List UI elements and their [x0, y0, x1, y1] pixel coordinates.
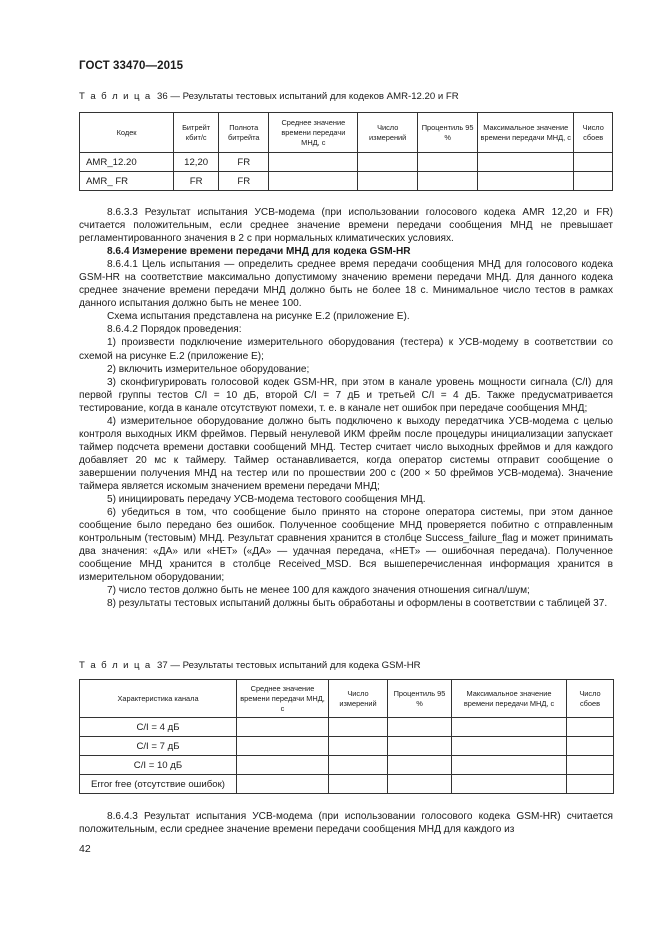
table37-caption-label: Т а б л и ц а — [79, 660, 152, 671]
table-cell: FR — [174, 172, 219, 191]
table-cell: FR — [219, 153, 269, 172]
table-cell: С/I = 4 дБ — [80, 718, 237, 737]
table-cell — [452, 737, 567, 756]
table-cell: С/I = 7 дБ — [80, 737, 237, 756]
table-row — [80, 737, 614, 756]
paragraph: Схема испытания представлена на рисунке Е.2 (приложение Е). — [107, 311, 410, 323]
table36-header-cell: Среднее значение времени передачи МНД, с — [269, 113, 358, 153]
table-cell — [388, 737, 452, 756]
table-row — [80, 775, 614, 794]
table-cell: FR — [219, 172, 269, 191]
table-cell — [237, 775, 329, 794]
list-item: 6) убедиться в том, что сообщение было принято на стороне оператора системы, при этом данное сообщение было передано без ошибок. Полученное сообщение МНД проверяется побитно с отправленным контрольным (тестовым) МНД. Результат сравнения хранится в столбце Success_failure_flag и может принимать два значения: «ДА» или «НЕТ» («ДА» — удачная передача, «НЕТ» — ошибочная передача). Полученное сообщение МНД хранится в столбце Received_MSD. Вся вышеперечисленная информация хранится в измерительном оборудовании; — [79, 507, 613, 584]
table37-caption — [79, 660, 421, 671]
table36-header-cell: Кодек — [80, 113, 174, 153]
table37-header-cell: Число измерений — [329, 680, 388, 718]
table-cell — [567, 718, 614, 737]
list-item: 3) сконфигурировать голосовой кодек GSM-HR, при этом в канале уровень мощности сигнала (С/I) для первой группы тестов С/I = 10 дБ, второй С/I = 7 дБ и третьей С/I = 4 дБ. Также предусматривается тестирование, когда в канале отсутствуют помехи, т. е. в канале нет ошибок при передаче сообщения МНД; — [79, 376, 613, 414]
section-heading: 8.6.4 Измерение времени передачи МНД для кодека GSM-HR — [107, 246, 411, 258]
list-item: 5) инициировать передачу УСВ-модема тестового сообщения МНД. — [107, 494, 426, 506]
table36-header-cell: Процентиль 95 % — [418, 113, 478, 153]
table-cell — [418, 172, 478, 191]
table-cell: AMR_ FR — [80, 172, 174, 191]
table36-caption-text: — Результаты тестовых испытаний для кодеков AMR-12.20 и FR — [170, 91, 459, 102]
page-number: 42 — [79, 843, 91, 855]
table-cell — [237, 737, 329, 756]
table36-header-row — [80, 113, 613, 153]
table-cell: С/I = 10 дБ — [80, 756, 237, 775]
paragraph: 8.6.4.2 Порядок проведения: — [107, 324, 242, 336]
table-row — [80, 718, 614, 737]
table-cell — [574, 153, 613, 172]
list-item: 8) результаты тестовых испытаний должны быть обработаны и оформлены в соответствии с таблицей 37. — [107, 598, 608, 610]
table-cell — [418, 153, 478, 172]
table37-header-cell: Максимальное значение времени передачи МНД, с — [452, 680, 567, 718]
table-cell — [567, 737, 614, 756]
table-cell — [567, 775, 614, 794]
paragraph: 8.6.4.1 Цель испытания — определить среднее время передачи сообщения МНД для голосового кодека GSM-HR на соответствие максимально допустимому значению времени передачи МНД. Для данного кодека среднее значение времени передачи МНД должно быть не более 18 с. Минимальное число тестов в рамках данного испытания должно быть не менее 100. — [79, 259, 613, 310]
table-cell — [329, 737, 388, 756]
paragraph: 8.6.3.3 Результат испытания УСВ-модема (при использовании голосового кодека AMR 12,20 и FR) считается положительным, если среднее значение времени передачи сообщения МНД не превышает регламентированного значения в 2 с при нормальных климатических условиях. — [79, 207, 613, 245]
list-item: 7) число тестов должно быть не менее 100 для каждого значения отношения сигнал/шум; — [107, 585, 530, 597]
table-cell — [452, 756, 567, 775]
table-37 — [79, 679, 614, 794]
table37-header-row — [80, 680, 614, 718]
table37-header-cell: Процентиль 95 % — [388, 680, 452, 718]
table37-caption-text: — Результаты тестовых испытаний для кодека GSM-HR — [170, 660, 421, 671]
table-cell — [329, 775, 388, 794]
table-row — [80, 172, 613, 191]
table36-header-cell: Число сбоев — [574, 113, 613, 153]
table36-caption — [79, 91, 459, 102]
table-cell — [329, 718, 388, 737]
table36-header-cell: Полнота битрейта — [219, 113, 269, 153]
table-cell — [574, 172, 613, 191]
list-item: 4) измерительное оборудование должно быть подключено к выходу передатчика УСВ-модема с целью контроля выходных ИКМ фреймов. Первый ненулевой ИКМ фрейм после процедуры инициализации запускает таймер подсчета времени доставки сообщений МНД. Тестер считает число выходных фреймов и для каждого добавляет 20 мс к таймеру. Таймер останавливается, когда оператор системы отправит сообщение о завершении получения МНД на тестер или по прошествии 200 с (200 × 50 фреймов УСВ-модема). Значение таймера является искомым значением времени передачи МНД; — [79, 415, 613, 492]
table-cell — [452, 775, 567, 794]
table37-header-cell: Число сбоев — [567, 680, 614, 718]
table36-caption-number: 36 — [157, 91, 168, 102]
table36-header-cell: Максимальное значение времени передачи МНД, с — [478, 113, 574, 153]
table-cell — [329, 756, 388, 775]
table-cell — [567, 756, 614, 775]
document-header: ГОСТ 33470—2015 — [79, 60, 184, 72]
table-cell — [237, 756, 329, 775]
body-text-section-2 — [79, 810, 613, 836]
table-cell: AMR_12.20 — [80, 153, 174, 172]
table-row — [80, 756, 614, 775]
body-text-section-1 — [79, 206, 613, 610]
table37-header-cell: Среднее значение времени передачи МНД, с — [237, 680, 329, 718]
table36-header-cell: Битрейт кбит/с — [174, 113, 219, 153]
table-cell — [452, 718, 567, 737]
paragraph: 8.6.4.3 Результат испытания УСВ-модема (при использовании голосового кодека GSM-HR) считается положительным, если среднее значение времени передачи сообщения МНД для каждого из — [79, 811, 613, 836]
table37-caption-number: 37 — [157, 660, 168, 671]
table-cell — [478, 172, 574, 191]
table37-header-cell: Характеристика канала — [80, 680, 237, 718]
table-cell — [237, 718, 329, 737]
table-cell — [358, 153, 418, 172]
table-cell: 12,20 — [174, 153, 219, 172]
table-cell — [269, 153, 358, 172]
table-cell — [388, 775, 452, 794]
list-item: 2) включить измерительное оборудование; — [107, 363, 310, 375]
table-cell — [358, 172, 418, 191]
table-cell — [388, 756, 452, 775]
table-cell — [269, 172, 358, 191]
list-item: 1) произвести подключение измерительного оборудования (тестера) к УСВ-модему в соответствии со схемой на рисунке Е.2 (приложение Е); — [79, 337, 613, 362]
table-cell: Error free (отсутствие ошибок) — [80, 775, 237, 794]
table36-caption-label: Т а б л и ц а — [79, 91, 152, 102]
table-row — [80, 153, 613, 172]
table36-header-cell: Число измерений — [358, 113, 418, 153]
table-cell — [388, 718, 452, 737]
table-36 — [79, 112, 613, 191]
table-cell — [478, 153, 574, 172]
